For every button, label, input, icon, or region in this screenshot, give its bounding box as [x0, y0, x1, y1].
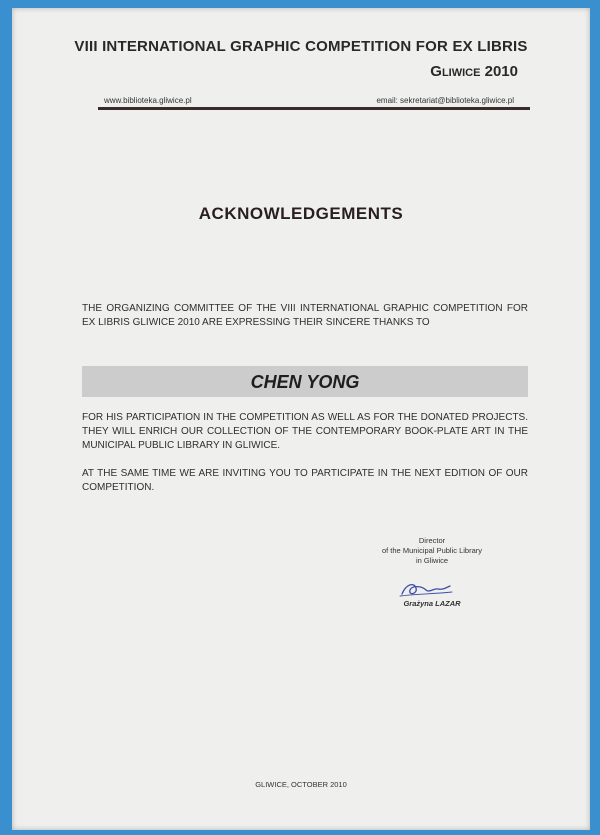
signatory-line-3: in Gliwice: [415, 556, 449, 565]
intro-paragraph: THE ORGANIZING COMMITTEE OF THE VIII INTERNATIONAL GRAPHIC COMPETITION FOR EX LIBRIS GLIWICE 2010 ARE EXPRESSING THEIR SINCERE THANKS TO: [82, 303, 528, 328]
signatory-line-1: Director: [418, 536, 446, 545]
signatory-title: [362, 536, 502, 566]
handwritten-signature: [396, 580, 456, 600]
document-heading: ACKNOWLEDGEMENTS: [198, 204, 404, 223]
signatory-name: Grażyna LAZAR: [403, 599, 461, 608]
header-rule: [98, 107, 530, 110]
certificate-sheet: [12, 8, 590, 830]
website-link[interactable]: www.biblioteka.gliwice.pl: [104, 96, 192, 105]
signatory-line-2: of the Municipal Public Library: [381, 546, 483, 555]
recipient-name: CHEN YONG: [250, 372, 360, 392]
email-address[interactable]: email: sekretariat@biblioteka.gliwice.pl: [376, 96, 514, 105]
body-paragraph-1: FOR HIS PARTICIPATION IN THE COMPETITION AS WELL AS FOR THE DONATED PROJECTS. THEY WILL ENRICH OUR COLLECTION OF THE CONTEMPORARY BOOK-PLATE ART IN THE MUNICIPAL PUBLIC LIBRARY IN GLIWICE.: [82, 412, 528, 451]
place-date-footer: GLIWICE, OCTOBER 2010: [255, 780, 347, 789]
competition-title: VIII INTERNATIONAL GRAPHIC COMPETITION FOR EX LIBRIS: [74, 38, 528, 55]
body-paragraph-2: AT THE SAME TIME WE ARE INVITING YOU TO PARTICIPATE IN THE NEXT EDITION OF OUR COMPETITION.: [82, 468, 528, 493]
recipient-band: [82, 366, 528, 397]
competition-city-year: Gliwice 2010: [430, 63, 518, 80]
